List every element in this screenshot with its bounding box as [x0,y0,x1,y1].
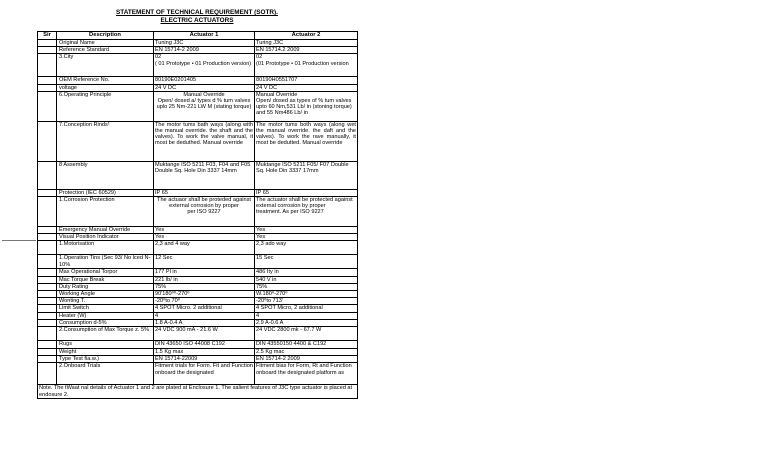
row-actuator-1: 90'180⁰⁰-270⁰ [154,291,255,298]
row-description: Max Operational Torpor [57,269,154,276]
row-description: Wonting T. [57,298,154,305]
table-row [38,312,358,319]
row-sr [38,356,57,363]
row-actuator-1: 177 Pl in [154,269,255,276]
row-actuator-2: 80190H0551707 [255,77,358,84]
row-actuator-2: IP 65 [255,189,358,196]
row-actuator-1: 80190E0201405 [154,77,255,84]
table-row [38,363,358,385]
row-description: 6.Operating Principle [57,91,154,121]
row-sr [38,54,57,77]
row-sr [38,77,57,84]
table-row [38,161,358,189]
table-row [38,227,358,234]
col-header-actuator-1: Actuator 1 [154,32,255,40]
table-row [38,319,358,326]
col-header-actuator-2: Actuator 2 [255,32,358,40]
row-actuator-2: 24 V DC [255,84,358,91]
row-sr [38,363,57,385]
row-sr [38,319,57,326]
row-actuator-1: Muktange ISO 5211 F03, F04 and F05 Double Sq. Hole Din 3337 14mm [154,161,255,189]
row-actuator-2: 540 V in [255,276,358,283]
col-header-sr: Sir [38,32,57,40]
row-actuator-2: 24 VDC 2800 mk - 67.7 W [255,327,358,341]
table-row [38,298,358,305]
row-description: 1.Motorisation [57,241,154,255]
row-sr [38,241,57,255]
row-description: Original Name [57,40,154,47]
row-description: Emergency Manual Override [57,227,154,234]
row-description: Working Angle [57,291,154,298]
row-actuator-2: EN 15714.2 2009 [255,47,358,54]
table-row [38,283,358,290]
row-actuator-1: Yes [154,234,255,241]
table-row [38,84,358,91]
row-actuator-1: -20⁰to 70⁰ [154,298,255,305]
row-sr [38,47,57,54]
row-actuator-2: Fitment bias for Form, Rt and Function onboard the designated platform as [255,363,358,385]
row-description: Reference Standard [57,47,154,54]
row-sr [38,227,57,234]
row-sr [38,269,57,276]
row-description: Type Test fia.w.) [57,356,154,363]
doc-subtitle: ELECTRIC ACTUATORS [160,17,234,24]
row-actuator-1: 2,3 and 4 way [154,241,255,255]
table-row [38,291,358,298]
row-actuator-1: Tuning J3C [154,40,255,47]
row-actuator-2: W.180⁰-270⁰ [255,291,358,298]
col-header-description: Description [57,32,154,40]
row-actuator-2: Muktange ISO 5211 F05/ F07 Double Sq. Hole Din 3337 17mm [255,161,358,189]
row-actuator-1: The actuaor shall be proteded against external corrosion by proper per ISO 9227 [154,197,255,227]
row-actuator-2: 02 (01 Prototype • 01 Production version [255,54,358,77]
row-actuator-1: 24 V DC [154,84,255,91]
row-actuator-1: 4 [154,312,255,319]
row-sr [38,121,57,161]
table-row [38,234,358,241]
row-actuator-1: 02 ( 01 Prototype • 01 Production version) [154,54,255,77]
row-description: Limit Switch [57,305,154,312]
row-sr [38,349,57,356]
row-sr [38,327,57,341]
row-description: Rugs [57,341,154,349]
row-actuator-1: EN 15714-2 2009 [154,47,255,54]
row-description: Weight [57,349,154,356]
row-sr [38,283,57,290]
row-sr [38,341,57,349]
row-sr [38,312,57,319]
table-row [38,327,358,341]
row-description: Consumption d-5% [57,319,154,326]
header-row [38,32,358,40]
row-actuator-2: Yes [255,234,358,241]
row-description: Duty Rating [57,283,154,290]
row-actuator-1: 12 Sec [154,255,255,269]
row-description: Visual Position Indicator [57,234,154,241]
row-description: 8 Assembly [57,161,154,189]
row-description: 7.Conception Rinds¹ [57,121,154,161]
row-actuator-1: 1.8 A-0.4 A [154,319,255,326]
row-actuator-2: Yes [255,227,358,234]
table-row [38,47,358,54]
row-sr [38,84,57,91]
row-actuator-2: 4 SPOT Micro, 2 additional [255,305,358,312]
table-row [38,255,358,269]
row-actuator-1: 75% [154,283,255,290]
row-sr [38,291,57,298]
table-row [38,40,358,47]
row-sr [38,305,57,312]
row-sr [38,40,57,47]
row-actuator-1: IP 65 [154,189,255,196]
table-row [38,189,358,196]
row-actuator-2: The motor tums both ways (along wet the manual override. the daft and the valves). To work the rave manually, it most be dedutted. Manual override [255,121,358,161]
row-actuator-2: Manual Override Open/ dosed as types of % tum valves upto 60 Nm,531 Lb/ in (stoning torque) and 55 Nm486 Lb/ in [255,91,358,121]
row-actuator-1: Yes [154,227,255,234]
row-sr [38,197,57,227]
row-actuator-1: EN 15714-22009 [154,356,255,363]
row-actuator-1: 1.5 Kg max [154,349,255,356]
row-actuator-2: 15 Sec [255,255,358,269]
row-sr [38,161,57,189]
row-actuator-1: Fitment trials for Form. Fit and Function onboard the designated [154,363,255,385]
table-row [38,305,358,312]
row-sr [38,276,57,283]
doc-title: STATEMENT OF TECHNICAL REQUIREMENT (SOTR). [116,9,278,16]
row-actuator-2: 486 Ity in [255,269,358,276]
sotr-table [37,31,358,399]
row-actuator-2: EN 15714-2 2009 [255,356,358,363]
row-description: Mac Torque Break [57,276,154,283]
row-actuator-2: -20⁰to 713' [255,298,358,305]
row-description: 1.Operation Tins (Sec 93/ No lced N-10% [57,255,154,269]
row-actuator-1: Manual Override Open/ dosed a/ types d % tum valves uplo 25 Nm-221 LW M (stating torque) [154,91,255,121]
row-description: voltage [57,84,154,91]
row-actuator-2: 2.5 Kg mac [255,349,358,356]
table-row [38,269,358,276]
row-actuator-1: DIN 43650 ISO 44008 C192 [154,341,255,349]
table-row [38,77,358,84]
table-row [38,121,358,161]
row-actuator-1: 24 VDC 900 mA - 21.6 W [154,327,255,341]
row-description: 3.City [57,54,154,77]
note-text: Note. The tWaat nal details of Actuator 1 and 2 are plated at Enclosure 1. The salient features of J3C type actuator is placed at endosure 2. [38,385,358,398]
table-row [38,349,358,356]
row-actuator-1: 4 SPOT Micro. 2 additional [154,305,255,312]
row-description: Protection (IEC 60529) [57,189,154,196]
row-sr [38,234,57,241]
row-description: 2.Consumption of Max Torque z. 5% [57,327,154,341]
stray-line [2,240,36,241]
row-actuator-2: Turing J3C [255,40,358,47]
table-row [38,356,358,363]
table-row [38,91,358,121]
table-row [38,276,358,283]
row-description: Heater (W) [57,312,154,319]
row-actuator-2: 75% [255,283,358,290]
row-sr [38,91,57,121]
row-sr [38,255,57,269]
row-description: OEM Reference No. [57,77,154,84]
row-description: 2.Onboard Trials [57,363,154,385]
table-row [38,197,358,227]
row-actuator-2: DIN 43550150 4400 & C192 [255,341,358,349]
row-actuator-2: 4 [255,312,358,319]
row-actuator-1: The motor tums bath ways (along with the manual override. the shaft and the valves). To work the valve manual, it most be deduthed. Manual override [154,121,255,161]
row-actuator-2: The actuator shall be protected against external corrosion by proper treatment. As per ISO 9227 [255,197,358,227]
row-description: 1.Corrosion Protection [57,197,154,227]
row-actuator-2: 2,3 ado way [255,241,358,255]
table-row [38,241,358,255]
row-sr [38,298,57,305]
table-row [38,54,358,77]
row-actuator-2: 2.9 A-0.6 A [255,319,358,326]
row-sr [38,189,57,196]
note-row [38,385,358,398]
table-row [38,341,358,349]
row-actuator-1: 221 lb/ in [154,276,255,283]
